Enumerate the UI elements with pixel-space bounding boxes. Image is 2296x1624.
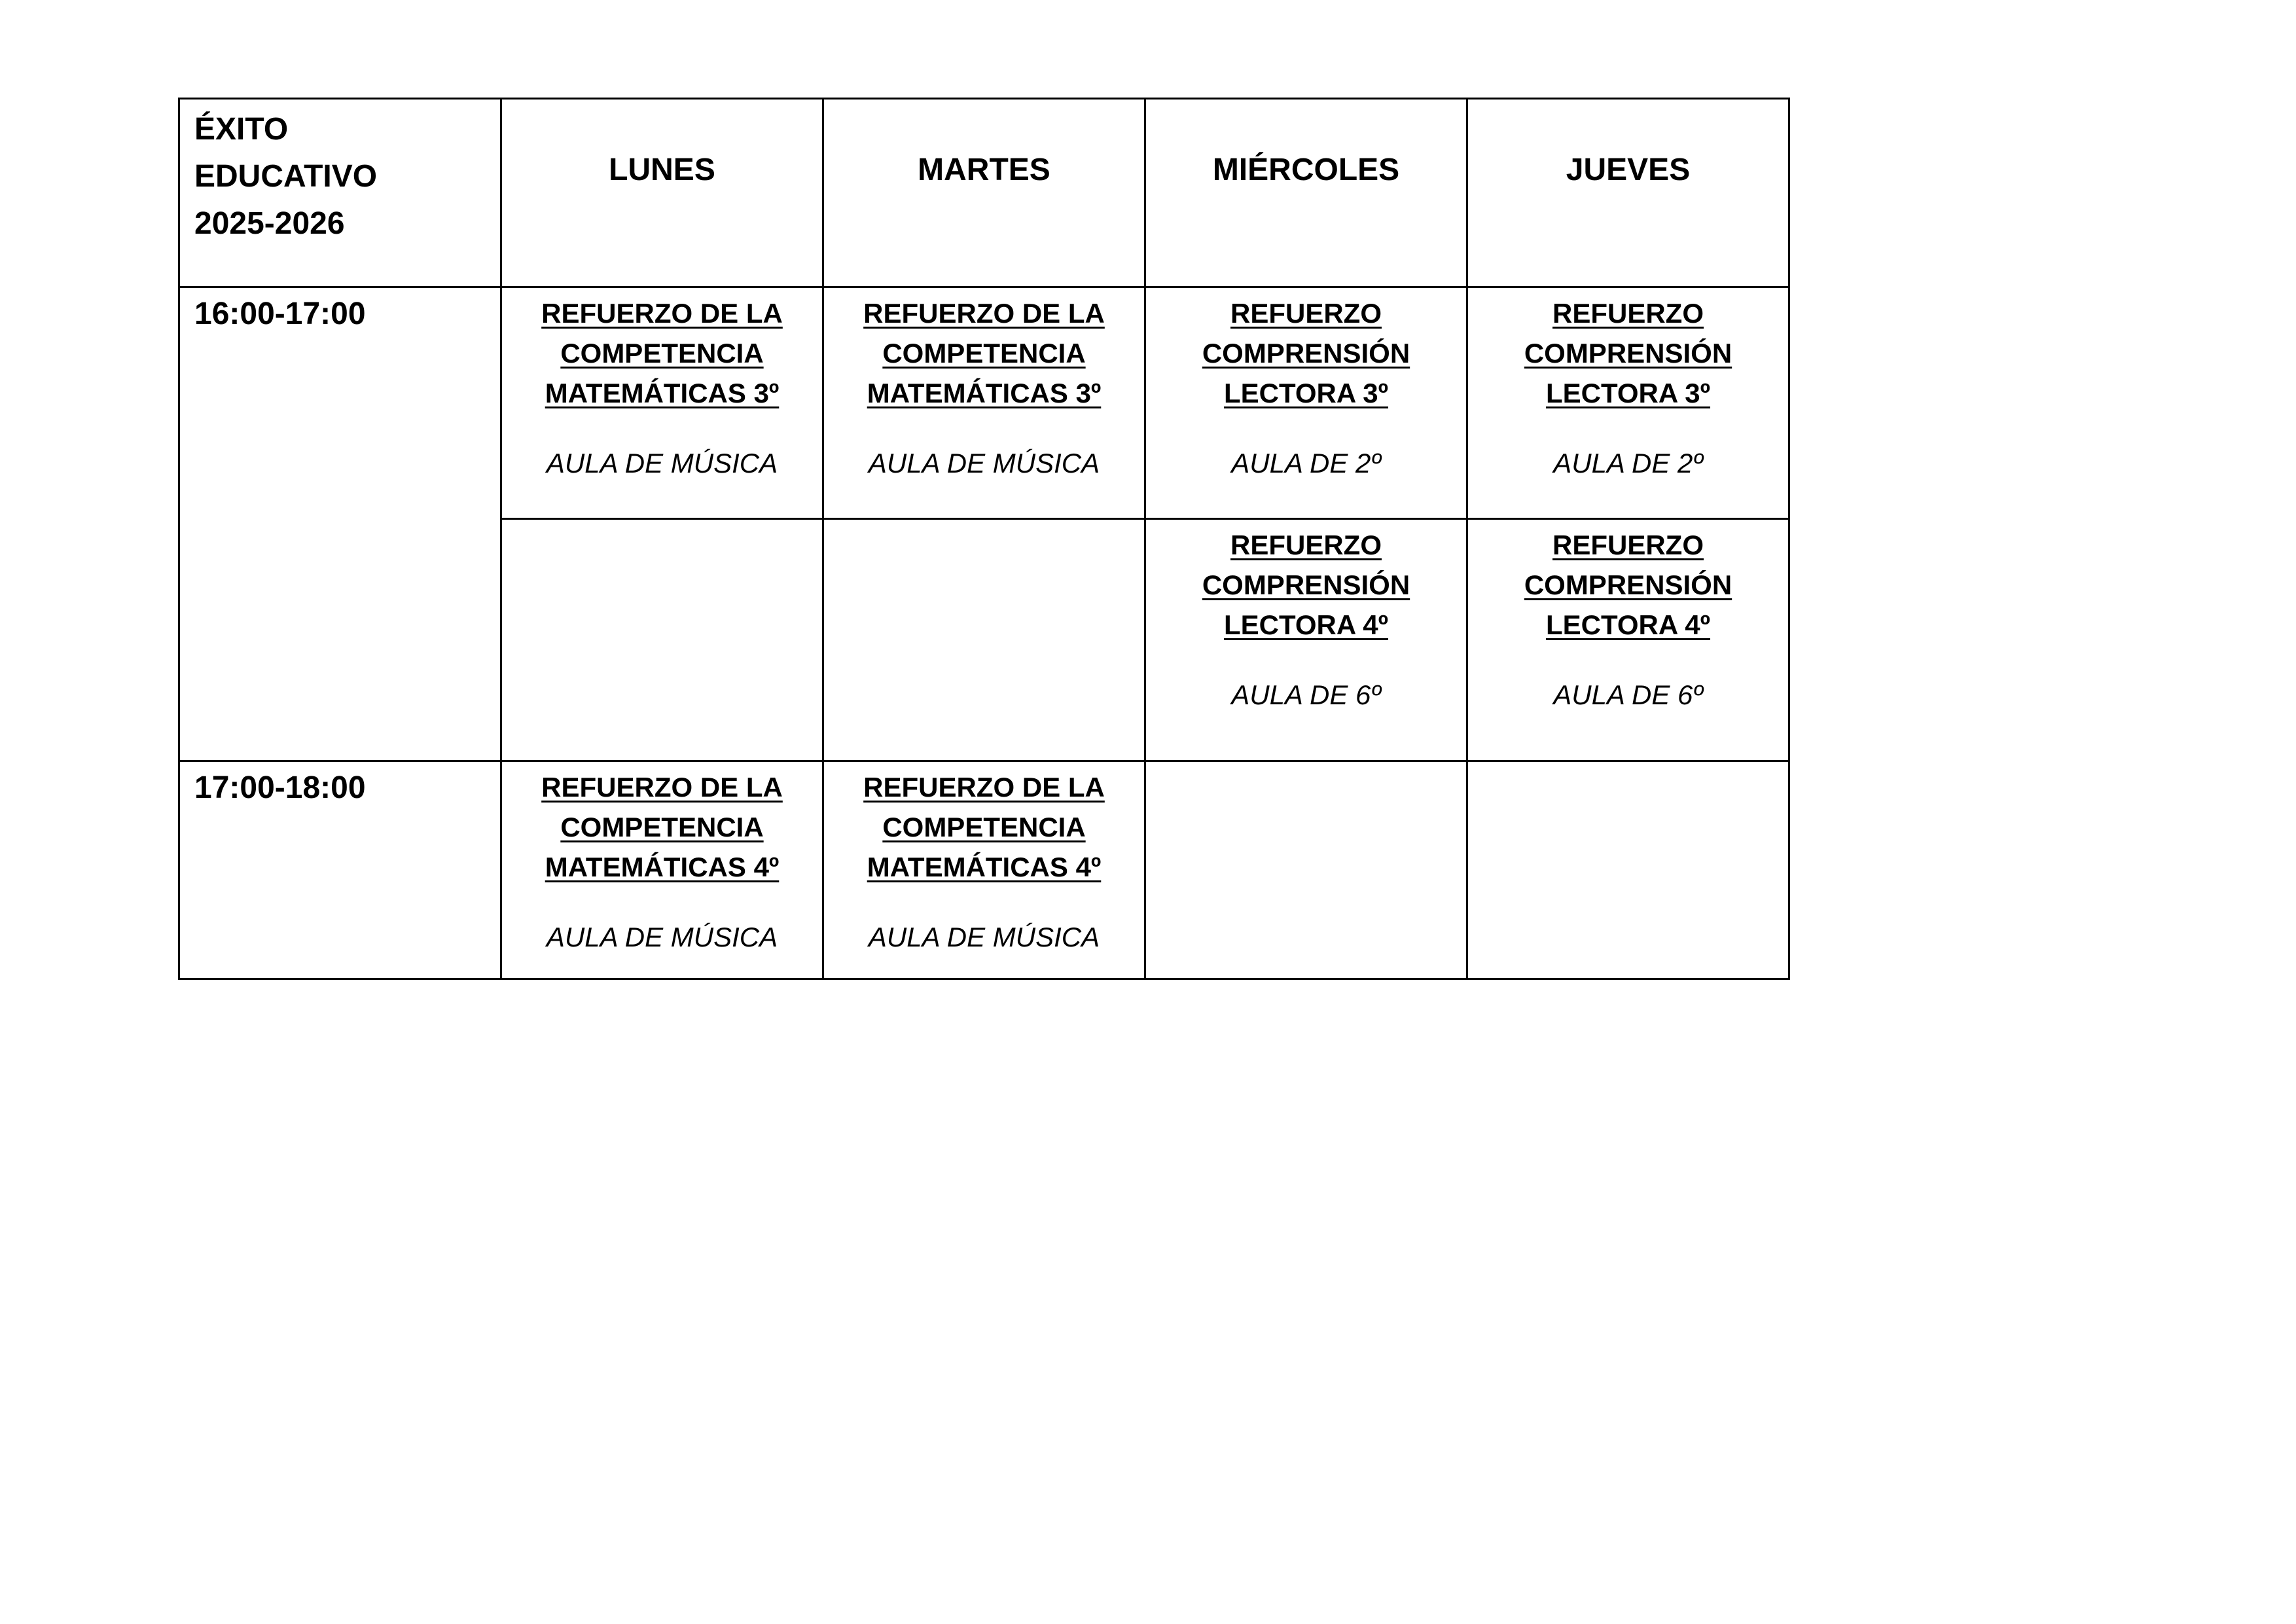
activity-title: REFUERZO COMPRENSIÓN LECTORA 4º (1202, 530, 1410, 640)
activity-cell (501, 287, 823, 519)
empty-cell (1467, 761, 1789, 979)
activity-title: REFUERZO COMPRENSIÓN LECTORA 3º (1202, 298, 1410, 408)
activity-room: AULA DE MÚSICA (868, 448, 1100, 478)
activity-room: AULA DE 2º (1231, 448, 1381, 478)
activity-cell (501, 761, 823, 979)
activity-room: AULA DE MÚSICA (546, 922, 778, 952)
activity-cell (823, 761, 1145, 979)
program-title-line: ÉXITO (194, 112, 289, 147)
program-title-line: EDUCATIVO (194, 159, 378, 194)
program-title-line: 2025-2026 (194, 206, 345, 241)
time-slot-cell (179, 761, 501, 979)
day-name: JUEVES (1566, 153, 1691, 187)
table-header-row (179, 99, 1789, 287)
day-header-cell (1467, 99, 1789, 287)
activity-room: AULA DE MÚSICA (546, 448, 778, 478)
activity-cell (823, 287, 1145, 519)
table-row (179, 761, 1789, 979)
activity-room: AULA DE 2º (1553, 448, 1703, 478)
activity-cell (1145, 519, 1467, 761)
empty-cell (1145, 761, 1467, 979)
activity-room: AULA DE 6º (1231, 679, 1381, 710)
activity-room: AULA DE MÚSICA (868, 922, 1100, 952)
activity-title: REFUERZO DE LA COMPETENCIA MATEMÁTICAS 4º (863, 772, 1105, 882)
day-name: MARTES (918, 153, 1050, 187)
day-header-cell (501, 99, 823, 287)
corner-cell (179, 99, 501, 287)
activity-title: REFUERZO DE LA COMPETENCIA MATEMÁTICAS 3º (863, 298, 1105, 408)
activity-title: REFUERZO DE LA COMPETENCIA MATEMÁTICAS 3º (541, 298, 783, 408)
activity-cell (1145, 287, 1467, 519)
program-title (180, 99, 500, 247)
activity-room: AULA DE 6º (1553, 679, 1703, 710)
time-slot-label: 17:00-18:00 (194, 770, 366, 805)
table-row (179, 287, 1789, 519)
activity-cell (1467, 287, 1789, 519)
activity-title: REFUERZO COMPRENSIÓN LECTORA 4º (1524, 530, 1732, 640)
empty-cell (501, 519, 823, 761)
day-name: MIÉRCOLES (1212, 153, 1400, 187)
day-header-cell (1145, 99, 1467, 287)
activity-title: REFUERZO COMPRENSIÓN LECTORA 3º (1524, 298, 1732, 408)
activity-cell (1467, 519, 1789, 761)
time-slot-cell (179, 287, 501, 761)
day-name: LUNES (609, 153, 715, 187)
activity-title: REFUERZO DE LA COMPETENCIA MATEMÁTICAS 4º (541, 772, 783, 882)
time-slot-label: 16:00-17:00 (194, 297, 366, 331)
day-header-cell (823, 99, 1145, 287)
empty-cell (823, 519, 1145, 761)
schedule-table (178, 98, 1790, 980)
